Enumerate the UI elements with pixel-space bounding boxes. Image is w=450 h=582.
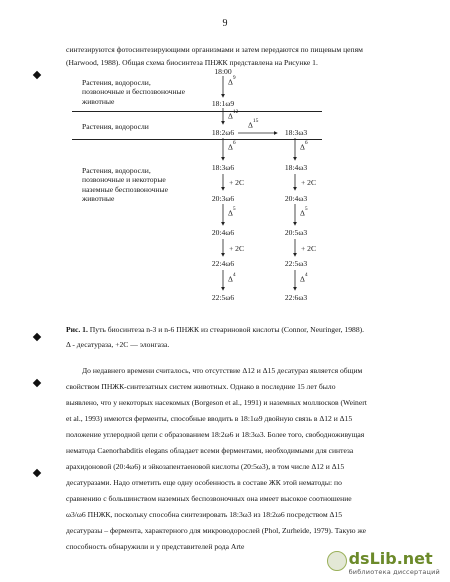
elongase-label-2-n6: + 2C [229, 244, 245, 253]
enzyme-delta4-n3: $\Delta^4$ [300, 272, 308, 284]
node-20-5w3: 20:5ω3 [284, 228, 308, 237]
node-20-4w6: 20:4ω6 [211, 228, 235, 237]
elongase-label-1-n3: + 2C [301, 178, 317, 187]
intro-line-2: (Harwood, 1988). Общая схема биосинтеза ПНЖК представлена на Рисунке 1. [66, 58, 318, 67]
enzyme-delta5-n3: $\Delta^5$ [300, 206, 308, 218]
node-22-4w6: 22:4ω6 [211, 259, 235, 268]
enzyme-delta12: $\Delta^{12}$ [228, 109, 239, 121]
body-line: До недавнего времени считалось, что отсутствие Δ12 и Δ15 десатураз является общим [82, 366, 363, 375]
body-line: выявлено, что у некоторых насекомых (Borgeson et al., 1991) и наземных моллюсков (Weinert [66, 398, 367, 407]
body-line: десатуразы – фермента, характерного для микроводорослей (Phol, Zurheide, 1979). Такую же [66, 526, 367, 535]
node-18-2w6: 18:2ω6 [211, 128, 235, 137]
body-line: положение углеродной цепи с образованием 18:2ω6 и 18:3ω3. Более того, свободноживущая [66, 430, 365, 439]
body-line: сравнению с большинством наземных беспозвоночных она имеет высокое соотношение [66, 494, 352, 503]
group-label-3: Растения, водоросли, позвоночные и некоторые наземные беспозвоночные животные [82, 166, 168, 203]
enzyme-delta5-n6: $\Delta^5$ [228, 206, 236, 218]
node-22-5w6: 22:5ω6 [211, 293, 235, 302]
margin-bullet [33, 379, 41, 387]
node-22-5w3: 22:5ω3 [284, 259, 308, 268]
body-line: десатуразами. Надо отметить еще одну особенность в составе ЖК этой нематоды: по [66, 478, 342, 487]
enzyme-delta6-n6: $\Delta^6$ [228, 140, 236, 152]
node-18-1w9: 18:1ω9 [211, 99, 235, 108]
node-20-3w6: 20:3ω6 [211, 194, 235, 203]
node-18-3w6: 18:3ω6 [211, 163, 235, 172]
watermark-brand: dsLib.net [348, 549, 433, 568]
enzyme-delta9: $\Delta^9$ [228, 75, 236, 87]
margin-bullet [33, 333, 41, 341]
page-number: 9 [222, 18, 228, 29]
body-line: способность обнаружили и у представителей рода Arte [66, 542, 245, 551]
node-20-4w3: 20:4ω3 [284, 194, 308, 203]
group-label-2: Растения, водоросли [82, 122, 149, 131]
body-line: et al., 1993) имеются ферменты, способные вводить в 18:1ω9 двойную связь в Δ12 и Δ15 [66, 414, 353, 423]
enzyme-delta4-n6: $\Delta^4$ [228, 272, 236, 284]
elongase-label-2-n3: + 2C [301, 244, 317, 253]
enzyme-delta6-n3: $\Delta^6$ [300, 140, 308, 152]
elongase-label-1-n6: + 2C [229, 178, 245, 187]
figure-caption: Рис. 1. Путь биосинтеза n-3 и n-6 ПНЖК из стеариновой кислоты (Connor, Neuringer, 1988). Δ - десатураза, +2С — элонгаза. [66, 325, 365, 349]
intro-line-1: синтезируются фотосинтезирующими организмами и затем передаются по пищевым цепям [66, 45, 363, 54]
margin-bullet [33, 469, 41, 477]
enzyme-delta15: $\Delta^{15}$ [248, 118, 259, 130]
node-18-0: 18:00 [214, 67, 232, 76]
watermark [349, 549, 440, 576]
body-line: ω3/ω6 ПНЖК, поскольку способна синтезировать 18:3ω3 из 18:2ω6 посредством Δ15 [66, 510, 342, 519]
watermark-logo-icon [327, 551, 347, 571]
node-22-6w3: 22:6ω3 [284, 293, 308, 302]
node-18-3w3: 18:3ω3 [284, 128, 308, 137]
watermark-tagline: библиотека диссертаций [348, 568, 440, 576]
group-label-1: Растения, водоросли, позвоночные и беспозвоночные животные [82, 78, 185, 106]
node-18-4w3: 18:4ω3 [284, 163, 308, 172]
body-line: свойством ПНЖК-синтезатных систем животных. Однако в последние 15 лет было [66, 382, 336, 391]
body-line: арахидоновой (20:4ω6) и эйкозапентаеновой кислоты (20:5ω3), в том числе Δ12 и Δ15 [66, 462, 345, 471]
body-line: нематода Caenorhabditis elegans обладает всеми ферментами, необходимыми для синтеза [66, 446, 354, 455]
